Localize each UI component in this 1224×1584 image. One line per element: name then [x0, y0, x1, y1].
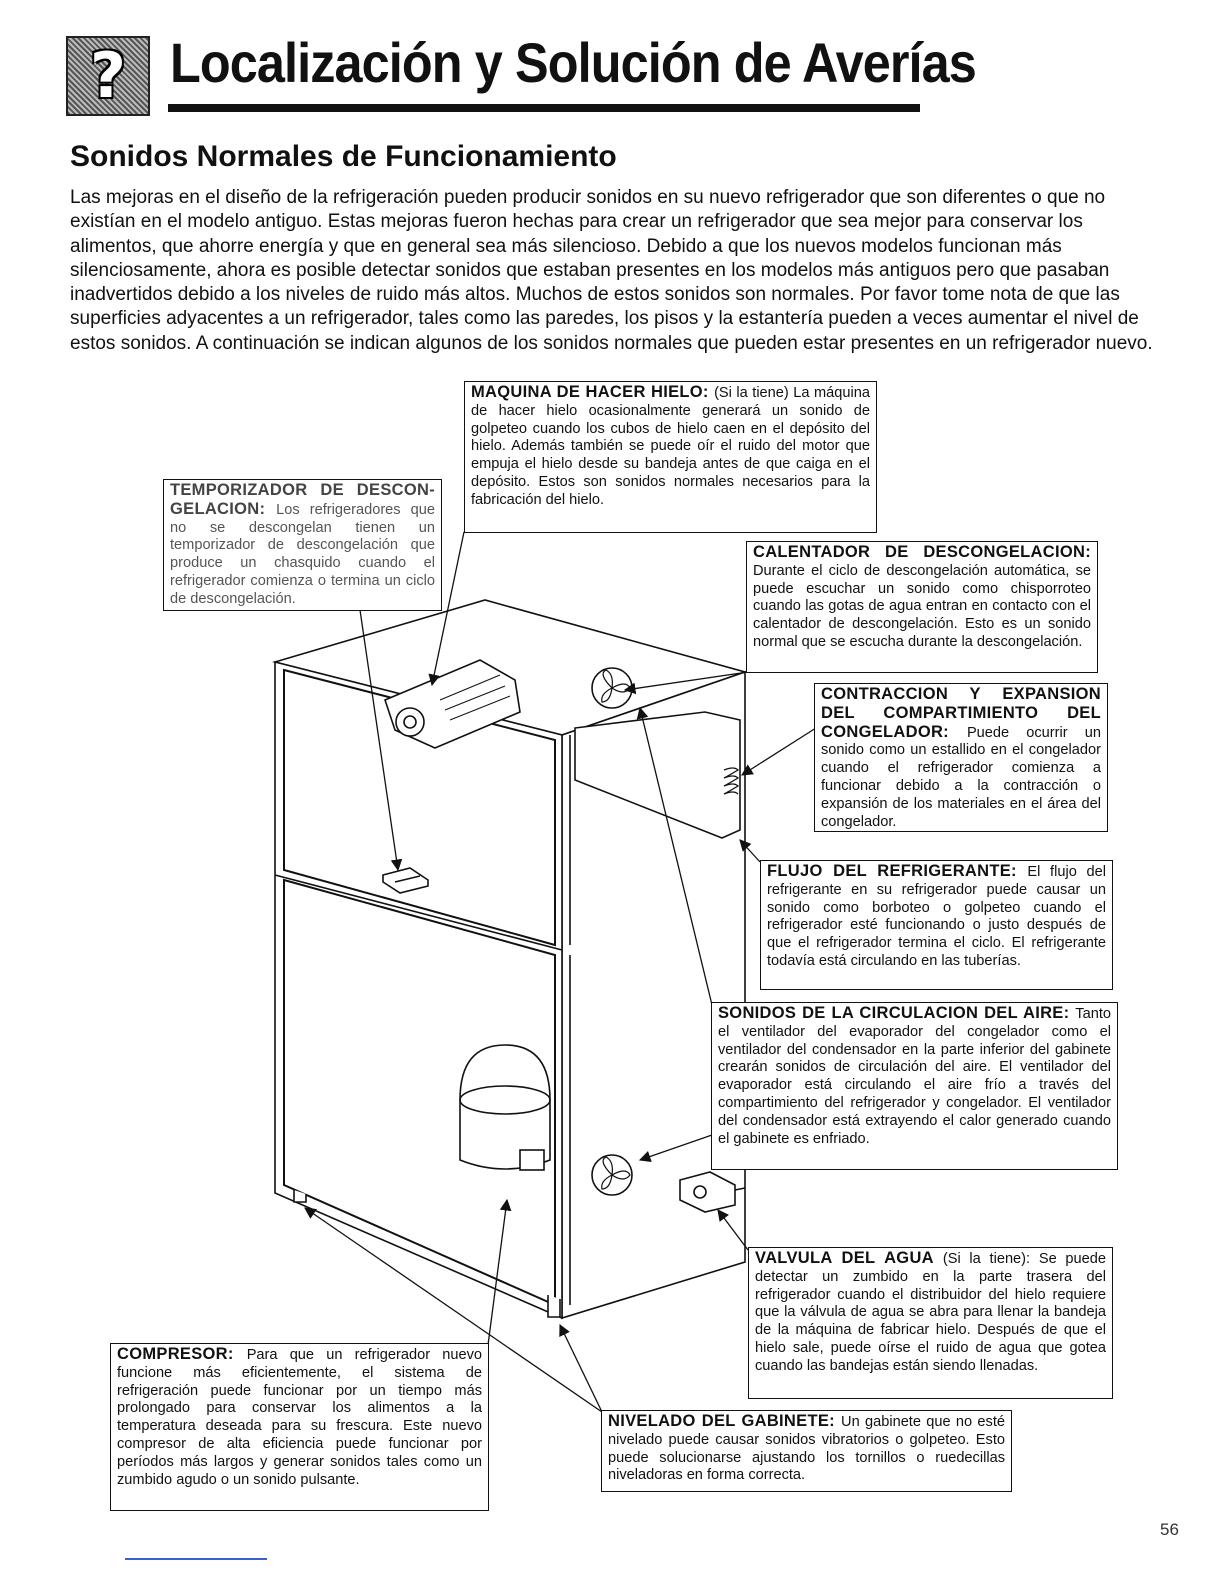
question-glyph: ?	[90, 39, 126, 112]
compressor-icon	[460, 1045, 550, 1170]
callout-title: COMPRESOR:	[117, 1345, 247, 1363]
condenser-fan-icon	[592, 1155, 632, 1195]
callout-body: Los refrigeradores que no se descongelan tienen un temporizador de descongelación que produce un chasquido cuando el refrigerador comienza o termina un ciclo de descongelación.	[170, 501, 435, 607]
callout-refrigerant-flow	[760, 860, 1113, 990]
callout-body: Para que un refrigerador nuevo funcione más eficientemente, el sistema de refrigeración puede funcionar por un tiempo más prolongado para conservar los alimentos a la temperatura deseada para su frescura. Este nuevo compresor de alta eficiencia puede funcionar por períodos más largos y generar sonidos tales como un zumbido agudo o un sonido pulsante.	[117, 1347, 482, 1488]
callout-defrost-heater	[746, 541, 1098, 673]
callout-title: FLUJO DEL REFRIGERANTE:	[767, 862, 1028, 880]
callout-body: (Si la tiene) La máquina de hacer hielo ocasionalmente generará un sonido de golpeteo cuando los cubos de hielo caen en el depósito del hielo. Además también se puede oír el ruido del motor que empuja el hielo desde su bandeja antes de que caiga en el depósito. Estos son sonidos normales necesarios para la fabricación del hielo.	[471, 385, 870, 508]
fan-icon	[592, 668, 632, 708]
callout-title: VALVULA DEL AGUA	[755, 1249, 943, 1267]
callout-body: Un gabinete que no esté nivelado puede causar sonidos vibratorios o golpeteo. Esto puede solucionarse ajustando los tornillos o ruedecillas niveladoras en forma correcta.	[608, 1414, 1005, 1484]
section-title: Sonidos Normales de Funcionamiento	[70, 140, 617, 173]
callout-ice-maker	[464, 381, 877, 533]
callout-air-circulation	[711, 1002, 1118, 1170]
callout-cabinet-leveling	[601, 1410, 1012, 1492]
callout-title: NIVELADO DEL GABINETE:	[608, 1412, 842, 1430]
footer-rule	[125, 1558, 267, 1560]
callout-title: TEMPORIZADOR DE DESCON-GELACION:	[170, 481, 435, 518]
page-number: 56	[1160, 1520, 1179, 1539]
intro-paragraph: Las mejoras en el diseño de la refrigeración pueden producir sonidos en su nuevo refrigerador que son diferentes o que no existían en el modelo antiguo. Estas mejoras fueron hechas para crear un refrigerador que sea mejor para conservar los alimentos, que ahorre energía y que en general sea más silencioso. Debido a que los nuevos modelos funcionan más silenciosamente, ahora es posible detectar sonidos que estaban presentes en los modelos más antiguos pero que pasaban inadvertidos debido a los niveles de ruido más altos. Muchos de estos sonidos son normales. Por favor tome nota de que las superficies adyacentes a un refrigerador, tales como las paredes, los pisos y la estantería pueden a veces aumentar el nivel de estos sonidos. A continuación se indican algunos de los sonidos normales que pueden estar presentes en un refrigerador nuevo.	[70, 187, 1153, 354]
callout-body: Durante el ciclo de descongelación automática, se puede escuchar un sonido como chisporroteo cuando las gotas de agua entran en contacto con el calentador de descongelación. Esto es un sonido normal que se escucha durante la descongelación.	[753, 562, 1091, 650]
callout-compressor	[110, 1343, 489, 1511]
callout-body: Tanto el ventilador del evaporador del congelador como el ventilador del condensador en la parte inferior del gabinete crearán sonidos de circulación del aire. El ventilador del evaporador está circulando el aire frío a través del compartimiento del refrigerador y congelador. El ventilador del condensador está extrayendo el calor generado cuando el gabinete es enfriado.	[718, 1006, 1111, 1147]
page-title: Localización y Solución de Averías	[170, 31, 976, 94]
callout-title: MAQUINA DE HACER HIELO:	[471, 383, 715, 401]
callout-defrost-timer	[163, 479, 442, 611]
callout-title: CALENTADOR DE DESCONGELACION:	[753, 543, 1091, 561]
callout-freezer-contraction	[814, 683, 1108, 832]
callout-water-valve	[748, 1247, 1113, 1399]
callout-body: Puede ocurrir un sonido como un estallido en el congelador cuando el refrigerador comienza a funcionar debido a la contracción o expansión de los materiales en el área del congelador.	[821, 724, 1101, 830]
callout-title: SONIDOS DE LA CIRCULACION DEL AIRE:	[718, 1004, 1076, 1022]
callout-body: (Si la tiene): Se puede detectar un zumbido en la parte trasera del refrigerador cuando el distribuidor del hielo requiere que la válvula de agua se abra para llenar la bandeja de la máquina de fabricar hielo. Después de que el hielo sale, puede oírse el ruido de agua que gotea cuando las bandejas están siendo llenadas.	[755, 1251, 1107, 1374]
callout-title: CONTRACCION Y EXPANSION DEL COMPARTIMIENTO DEL CONGELADOR:	[821, 685, 1101, 741]
callout-body: El flujo del refrigerante en su refrigerador puede causar un sonido como borboteo o golpeteo cuando el refrigerador esté funcionando o justo después de que el refrigerador termina el ciclo. El refrigerante todavía está circulando en las tuberías.	[767, 864, 1106, 969]
